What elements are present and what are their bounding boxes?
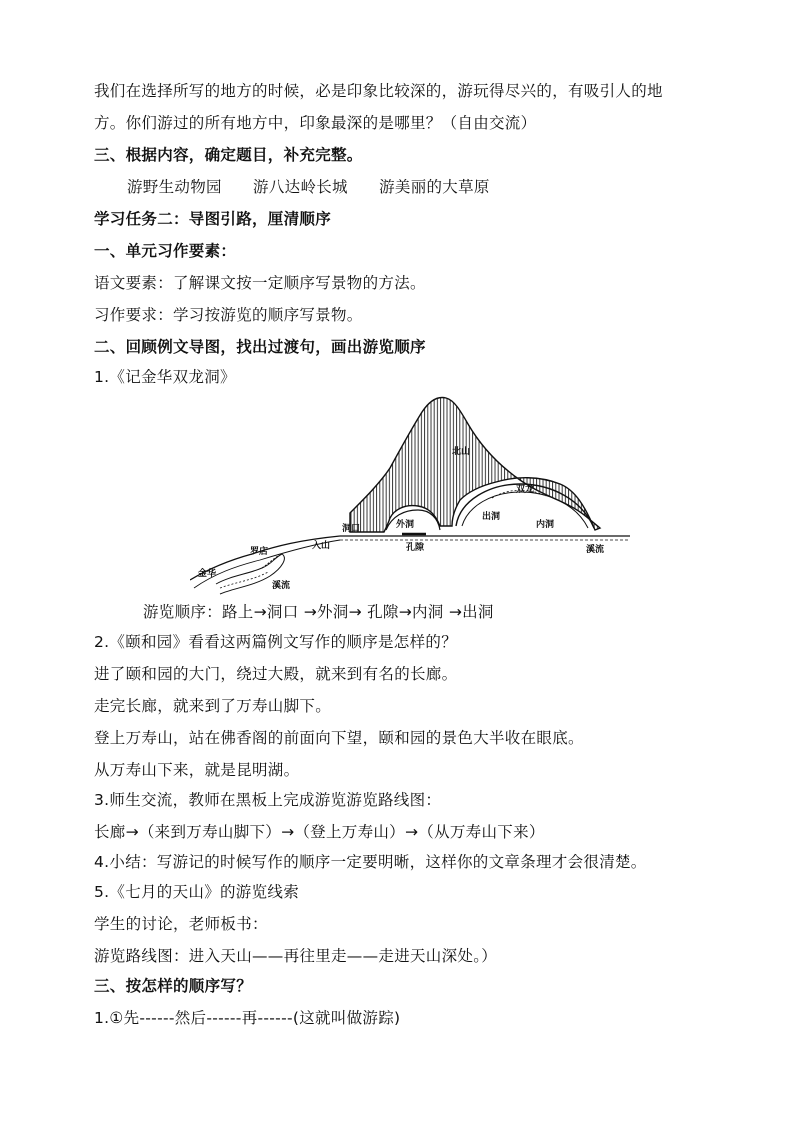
task-heading: 学习任务二：导图引路，厘清顺序 xyxy=(94,210,332,228)
label-dongkou: 洞口 xyxy=(342,524,361,534)
paragraph-line: 方。你们游过的所有地方中，印象最深的是哪里？（自由交流） xyxy=(94,114,537,132)
label-waidong: 外洞 xyxy=(396,520,415,530)
cave-route-diagram xyxy=(190,388,640,596)
label-rushan: 入山 xyxy=(312,541,331,551)
title-option: 游美丽的大草原 xyxy=(379,178,490,196)
title-options xyxy=(127,177,516,197)
title-option: 游野生动物园 xyxy=(127,178,222,196)
paragraph-line: 3.师生交流，教师在黑板上完成游览游览路线图： xyxy=(94,791,442,809)
label-kongxi: 孔隙 xyxy=(406,543,425,553)
paragraph-line: 语文要素：了解课文按一定顺序写景物的方法。 xyxy=(94,274,426,292)
paragraph-line: 进了颐和园的大门，绕过大殿，就来到有名的长廊。 xyxy=(94,665,458,683)
label-xiliu-right: 溪流 xyxy=(586,545,605,555)
paragraph-line: 1.①先------然后------再------(这就叫做游踪) xyxy=(94,1009,401,1027)
title-option: 游八达岭长城 xyxy=(253,178,348,196)
paragraph-line: 登上万寿山，站在佛香阁的前面向下望，颐和园的景色大半收在眼底。 xyxy=(94,729,584,747)
route-line: 长廊→（来到万寿山脚下）→（登上万寿山）→（从万寿山下来） xyxy=(94,823,545,841)
label-luodian: 罗店 xyxy=(250,547,269,557)
example-title: 1.《记金华双龙洞》 xyxy=(94,368,236,386)
example-title: 5.《七月的天山》的游览线索 xyxy=(94,883,299,901)
paragraph-line: 习作要求：学习按游览的顺序写景物。 xyxy=(94,306,363,324)
label-beishan: 北山 xyxy=(452,447,471,457)
label-neidong: 内洞 xyxy=(536,520,555,530)
label-xiliu-left: 溪流 xyxy=(272,581,291,591)
example-title: 2.《颐和园》看看这两篇例文写作的顺序是怎样的？ xyxy=(94,633,457,651)
section-heading: 三、根据内容，确定题目，补充完整。 xyxy=(94,146,363,164)
section-heading: 一、单元习作要素： xyxy=(94,242,237,260)
mountain-shape xyxy=(350,398,600,532)
paragraph-line: 学生的讨论，老师板书： xyxy=(94,915,268,933)
label-shuanglong: 双龙 xyxy=(516,485,535,495)
paragraph-line: 4.小结：写游记的时候写作的顺序一定要明晰，这样你的文章条理才会很清楚。 xyxy=(94,853,647,871)
paragraph-line: 从万寿山下来，就是昆明湖。 xyxy=(94,761,300,779)
section-heading: 二、回顾例文导图，找出过渡句，画出游览顺序 xyxy=(94,338,426,356)
label-chudong: 出洞 xyxy=(482,512,501,522)
tour-order: 游览顺序：路上→洞口 →外洞→ 孔隙→内洞 →出洞 xyxy=(143,603,494,621)
paragraph-line: 我们在选择所写的地方的时候，必是印象比较深的，游玩得尽兴的，有吸引人的地 xyxy=(94,82,663,100)
paragraph-line: 走完长廊，就来到了万寿山脚下。 xyxy=(94,697,332,715)
route-line: 游览路线图：进入天山——再往里走——走进天山深处。） xyxy=(94,947,498,965)
label-jinhua: 金华 xyxy=(198,569,217,579)
section-heading: 三、按怎样的顺序写？ xyxy=(94,977,253,995)
